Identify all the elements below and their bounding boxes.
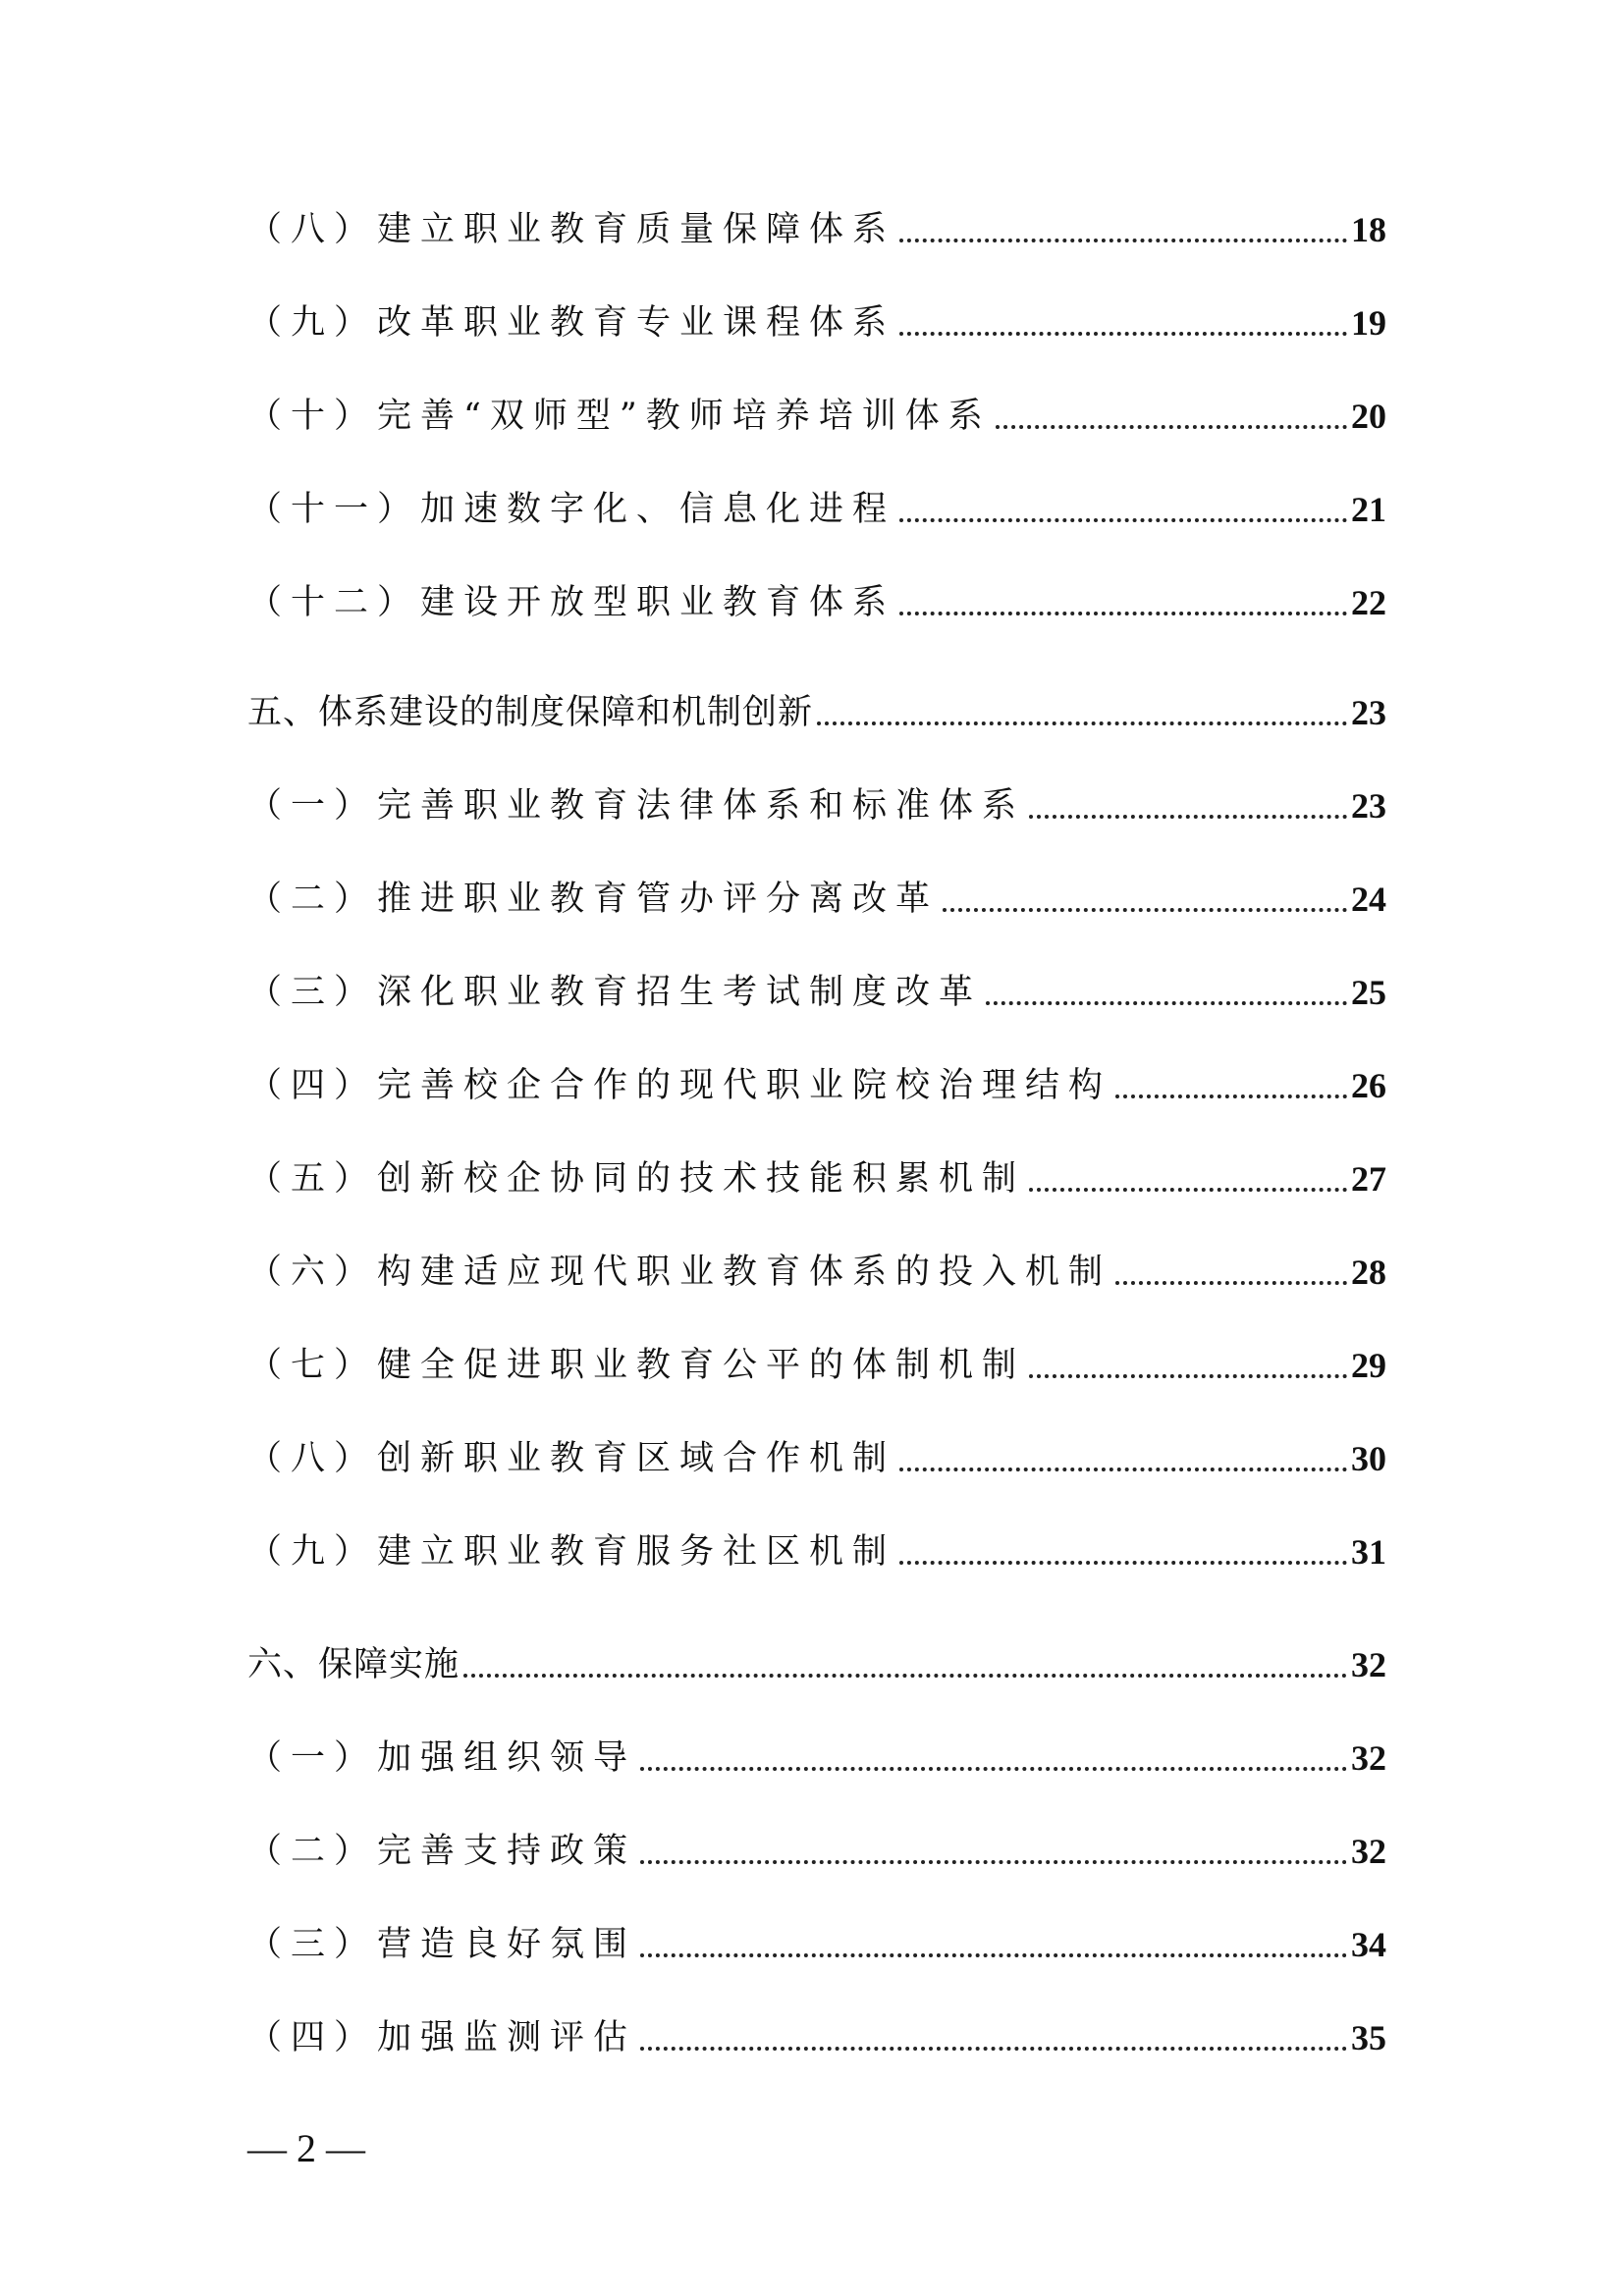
toc-dot-leader	[1029, 1188, 1347, 1192]
toc-entry-title: （四）完善校企合作的现代职业院校治理结构	[247, 1066, 1112, 1105]
toc-entry-page: 34	[1351, 1925, 1386, 1964]
toc-section-entry	[247, 677, 1386, 736]
toc-entry-title: （十）完善“双师型”教师培养培训体系	[247, 397, 992, 436]
toc-entry-title: （二）推进职业教育管办评分离改革	[247, 880, 940, 919]
toc-entry-page: 22	[1351, 583, 1386, 622]
toc-entry	[247, 474, 1386, 533]
toc-dot-leader	[899, 332, 1347, 336]
toc-entry	[247, 1237, 1386, 1296]
toc-entry-page: 26	[1351, 1066, 1386, 1105]
toc-entry-title: 六、保障实施	[247, 1645, 460, 1684]
toc-entry	[247, 288, 1386, 347]
toc-entry	[247, 1517, 1386, 1575]
toc-dot-leader	[1115, 1281, 1347, 1285]
toc-entry-page: 28	[1351, 1253, 1386, 1292]
toc-dot-leader	[463, 1674, 1347, 1678]
toc-dot-leader	[817, 721, 1347, 725]
toc-entry-title: （五）创新校企协同的技术技能积累机制	[247, 1159, 1026, 1199]
toc-entry	[247, 771, 1386, 829]
toc-entry-title: （十二）建设开放型职业教育体系	[247, 583, 896, 622]
toc-dot-leader	[1029, 815, 1347, 819]
toc-entry	[247, 957, 1386, 1016]
toc-entry-page: 25	[1351, 973, 1386, 1012]
toc-entry-title: 五、体系建设的制度保障和机制创新	[247, 693, 814, 732]
toc-entry	[247, 567, 1386, 626]
toc-dot-leader	[640, 1953, 1347, 1957]
toc-entry-page: 19	[1351, 303, 1386, 343]
toc-entry-page: 29	[1351, 1346, 1386, 1385]
toc-entry	[247, 194, 1386, 253]
toc-entry-title: （十一）加速数字化、信息化进程	[247, 490, 896, 529]
toc-dot-leader	[640, 2047, 1347, 2051]
toc-entry-page: 20	[1351, 397, 1386, 436]
toc-dot-leader	[640, 1860, 1347, 1864]
toc-dot-leader	[986, 1001, 1347, 1005]
toc-entry	[247, 1423, 1386, 1482]
toc-section-entry	[247, 1629, 1386, 1688]
toc-entry-page: 31	[1351, 1532, 1386, 1572]
toc-entry	[247, 381, 1386, 440]
toc-dot-leader	[899, 612, 1347, 615]
toc-entry-page: 27	[1351, 1159, 1386, 1199]
toc-entry-title: （四）加强监测评估	[247, 2018, 637, 2057]
toc-entry	[247, 864, 1386, 923]
toc-entry-title: （八）创新职业教育区域合作机制	[247, 1439, 896, 1478]
toc-entry	[247, 1144, 1386, 1202]
toc-entry-page: 32	[1351, 1832, 1386, 1871]
toc-dot-leader	[899, 1561, 1347, 1565]
toc-entry-title: （二）完善支持政策	[247, 1832, 637, 1871]
toc-dot-leader	[1115, 1095, 1347, 1098]
toc-entry	[247, 1909, 1386, 1968]
toc-entry	[247, 2002, 1386, 2061]
toc-entry-title: （九）建立职业教育服务社区机制	[247, 1532, 896, 1572]
page-number: — 2 —	[247, 2126, 365, 2170]
toc-entry-title: （一）完善职业教育法律体系和标准体系	[247, 786, 1026, 826]
toc-entry	[247, 1050, 1386, 1109]
toc-entry-title: （三）深化职业教育招生考试制度改革	[247, 973, 983, 1012]
toc-dot-leader	[899, 1468, 1347, 1471]
toc-dot-leader	[996, 425, 1347, 429]
toc-entry-page: 35	[1351, 2018, 1386, 2057]
toc-dot-leader	[640, 1767, 1347, 1771]
toc-entry-page: 23	[1351, 786, 1386, 826]
toc-entry-page: 23	[1351, 693, 1386, 732]
toc-entry-title: （九）改革职业教育专业课程体系	[247, 303, 896, 343]
toc-entry-page: 30	[1351, 1439, 1386, 1478]
toc-entry-page: 32	[1351, 1738, 1386, 1778]
toc-entry-title: （六）构建适应现代职业教育体系的投入机制	[247, 1253, 1112, 1292]
toc-entry	[247, 1723, 1386, 1782]
toc-dot-leader	[1029, 1374, 1347, 1378]
toc-entry-title: （七）健全促进职业教育公平的体制机制	[247, 1346, 1026, 1385]
toc-dot-leader	[899, 239, 1347, 242]
toc-entry-title: （三）营造良好氛围	[247, 1925, 637, 1964]
toc-entry-page: 24	[1351, 880, 1386, 919]
toc-dot-leader	[943, 908, 1347, 912]
toc-entry-title: （八）建立职业教育质量保障体系	[247, 210, 896, 249]
toc-entry	[247, 1330, 1386, 1389]
toc-entry-page: 21	[1351, 490, 1386, 529]
toc-entry	[247, 1816, 1386, 1875]
toc-entry-page: 32	[1351, 1645, 1386, 1684]
toc-entry-page: 18	[1351, 210, 1386, 249]
toc-entry-title: （一）加强组织领导	[247, 1738, 637, 1778]
toc-dot-leader	[899, 518, 1347, 522]
